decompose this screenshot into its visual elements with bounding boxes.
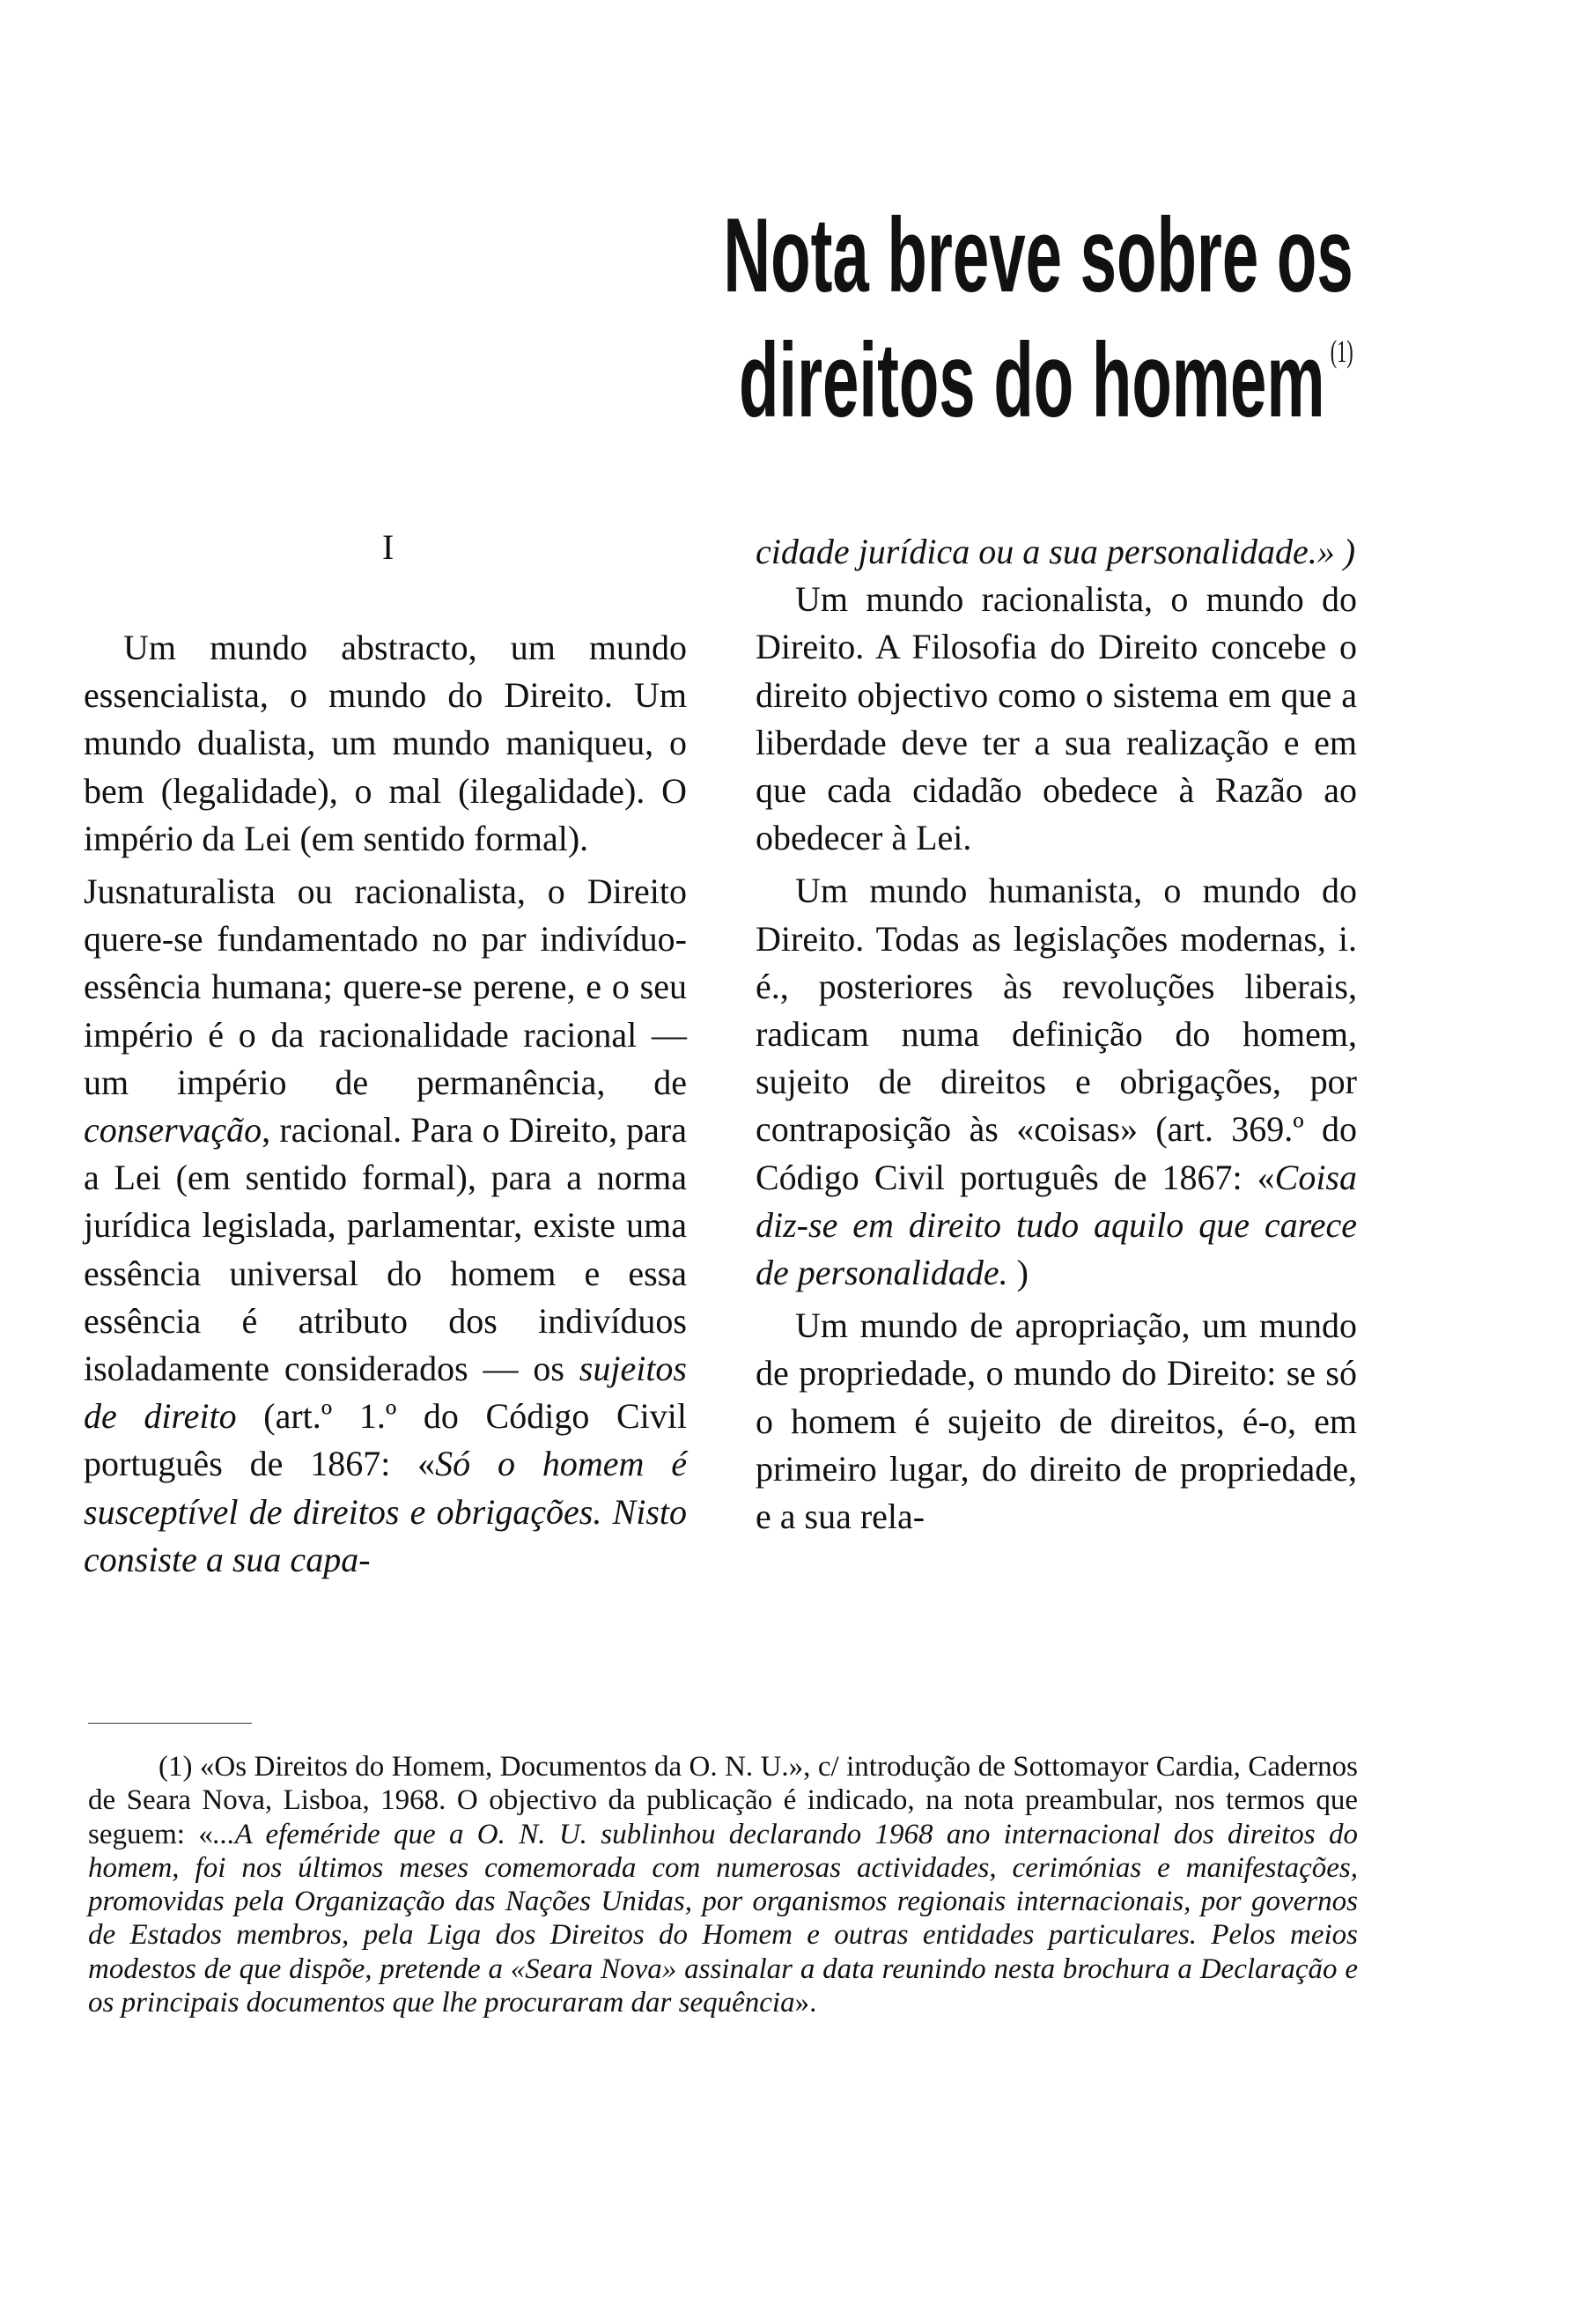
footnote-text-a: (1) «Os Direitos do Homem, Documentos da O. N. U.», c/ introdução de Sottomayor Cardia, Cadernos de Seara Nova, Lisboa, 1968. O objectivo da publicação é indicado, na nota preambular, nos termos que seguem: « <box>88 1751 1358 1850</box>
left-paragraph-1: Um mundo abstracto, um mundo essencialista, o mundo do Direito. Um mundo dualista, um mundo maniqueu, o bem (legalidade), o mal (ilegalidade). O império da Lei (em sentido formal). <box>84 628 687 858</box>
left-p2-text-c: , racional. Para o Direito, para a Lei (em sentido formal), para a norma jurídica legislada, parlamentar, existe uma essência universal do homem e essa essência é atributo dos indivíduos isoladamente considerados — os <box>84 1110 687 1389</box>
right-paragraph-1: Um mundo racionalista, o mundo do Direito. A Filosofia do Direito concebe o direito objectivo como o sistema em que a liberdade deve ter a sua realização e em que cada cidadão obedece à Razão ao obedecer à Lei. <box>756 579 1357 858</box>
left-p2-text-a: Jusnaturalista ou racionalista, o Direito quere-se fundamentado no par indivíduo-essência humana; quere-se perene, e o seu império é o da racionalidade racional — um império de permanência, de <box>84 872 687 1102</box>
left-column <box>84 624 687 1584</box>
title-line-1: Nota breve sobre os <box>723 196 1353 314</box>
footnote-italic-quote: ...A efeméride que a O. N. U. sublinhou declarando 1968 ano internacional dos direitos do homem, foi nos últimos meses comemorada com numerosas actividades, cerimónias e manifestações, promovidas pela Organização das Nações Unidas, por organismos regionais internacionais, por governos de Estados membros, pela Liga dos Direitos do Homem e outras entidades particulares. Pelos meios modestos de que dispõe, pretende a «Seara Nova» assinalar a data reunindo nesta brochura a Declaração e os principais documentos que lhe procuraram dar sequência <box>88 1818 1358 2019</box>
right-p2-text-a: Um mundo humanista, o mundo do Direito. Todas as legislações modernas, i. é., posteriores às revoluções liberais, radicam numa definição do homem, sujeito de direitos e obrigações, por contraposição às «coisas» (art. 369.º do Código Civil português de 1867: « <box>756 871 1357 1197</box>
right-column <box>756 528 1357 1541</box>
left-p2-italic-quote: Só o homem é susceptível de direitos e obrigações. Nisto consiste a sua capa- <box>84 1444 687 1579</box>
right-paragraph-continuation: cidade jurídica ou a sua personalidade.» ) <box>756 532 1356 571</box>
right-p2-text-c: ) <box>1007 1253 1029 1293</box>
footnote-text-c: ». <box>794 1987 817 2019</box>
footnote <box>88 1750 1358 2019</box>
footnote-divider <box>88 1723 252 1724</box>
right-p2-italic-quote: Coisa diz-se em direito tudo aquilo que carece de personalidade. <box>756 1157 1357 1293</box>
title-line-2-text: direitos do homem <box>739 321 1325 439</box>
right-paragraph-2 <box>756 867 1357 1297</box>
article-title <box>337 196 1353 452</box>
left-p2-italic-conservacao: conservação <box>84 1110 262 1151</box>
footnote-text <box>88 1750 1358 2019</box>
right-paragraph-3: Um mundo de apropriação, um mundo de propriedade, o mundo do Direito: se só o homem é sujeito de direitos, é-o, em primeiro lugar, do direito de propriedade, e a sua rela- <box>756 1305 1357 1537</box>
left-p2-italic-sujeitos: sujeitos de direito <box>84 1349 687 1437</box>
left-paragraph-2 <box>84 868 687 1584</box>
title-footnote-ref: (1) <box>1330 334 1353 369</box>
left-p2-text-e: (art.º 1.º do Código Civil português de 1867: « <box>84 1396 687 1484</box>
section-number: I <box>382 527 394 567</box>
title-line-2 <box>724 321 1353 452</box>
